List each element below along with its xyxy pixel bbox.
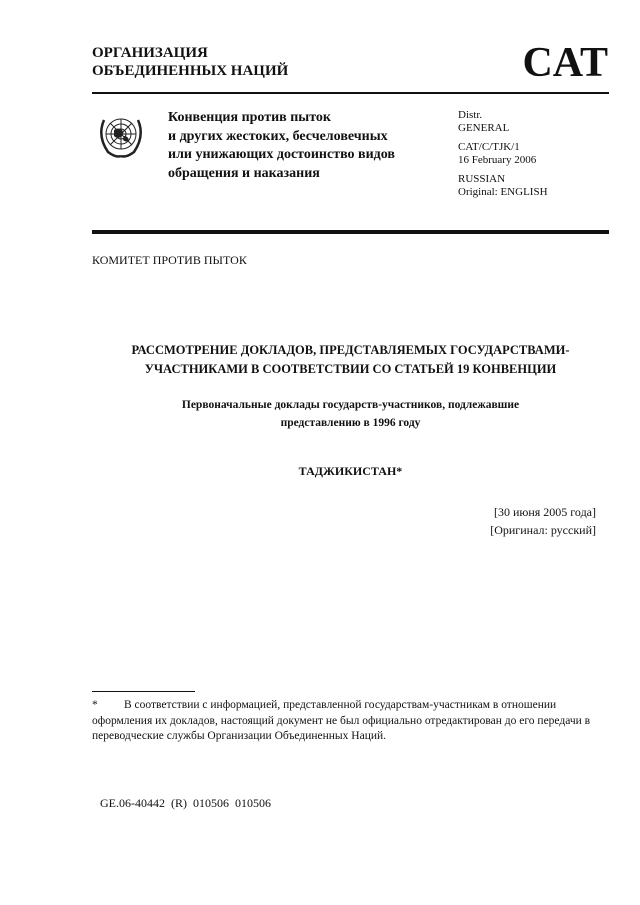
header-bottom-divider	[92, 230, 609, 234]
distr-value: GENERAL	[458, 121, 510, 134]
header-divider	[92, 92, 609, 94]
footnote	[92, 698, 592, 745]
org-line-1: ОРГАНИЗАЦИЯ	[92, 45, 208, 61]
report-date: [30 июня 2005 года]	[493, 505, 596, 519]
footnote-text-first: В соответствии с информацией, представленной государствам-участникам в	[124, 699, 499, 711]
convention-line: Конвенция против пыток	[168, 110, 331, 125]
document-symbol-large: CAT	[522, 40, 608, 86]
subheading-line-1: Первоначальные доклады государств-участников, подлежавшие	[181, 399, 520, 411]
heading-line-2: УЧАСТНИКАМИ В СООТВЕТСТВИИ СО СТАТЬЕЙ 19 КОНВЕНЦИИ	[144, 362, 557, 376]
report-dates	[490, 503, 596, 539]
un-emblem-icon	[94, 108, 148, 162]
doc-symbol: CAT/C/TJK/1	[458, 141, 520, 153]
footnote-divider	[92, 691, 195, 692]
country-title: ТАДЖИКИСТАН*	[298, 464, 403, 478]
convention-line: и других жестоких, бесчеловечных	[168, 128, 388, 144]
main-heading	[92, 341, 609, 379]
convention-line: обращения и наказания	[168, 165, 320, 181]
committee-name: КОМИТЕТ ПРОТИВ ПЫТОК	[92, 253, 247, 267]
heading-line-1: РАССМОТРЕНИЕ ДОКЛАДОВ, ПРЕДСТАВЛЯЕМЫХ ГОСУДАРСТВАМИ-	[131, 343, 570, 357]
doc-original-language: Original: ENGLISH	[458, 185, 548, 198]
org-line-2: ОБЪЕДИНЕННЫХ НАЦИЙ	[92, 63, 289, 79]
doc-language: RUSSIAN	[458, 173, 506, 185]
distr-label: Distr.	[458, 109, 483, 121]
document-metadata	[458, 109, 548, 205]
footnote-marker: *	[92, 699, 98, 711]
report-original: [Оригинал: русский]	[490, 523, 596, 537]
job-number: GE.06-40442 (R) 010506 010506	[100, 796, 271, 810]
subheading-line-2: представлению в 1996 году	[280, 417, 421, 429]
convention-title	[168, 109, 395, 183]
convention-line: или унижающих достоинство видов	[168, 147, 395, 162]
footnote-text-rest: отношении оформления их докладов, настоящий документ не был официально отредактирован до его передачи в переводческие службы Организации Объединенных Наций.	[92, 699, 591, 742]
subheading	[92, 396, 609, 432]
organization-name	[92, 44, 288, 80]
doc-date: 16 February 2006	[458, 153, 537, 166]
